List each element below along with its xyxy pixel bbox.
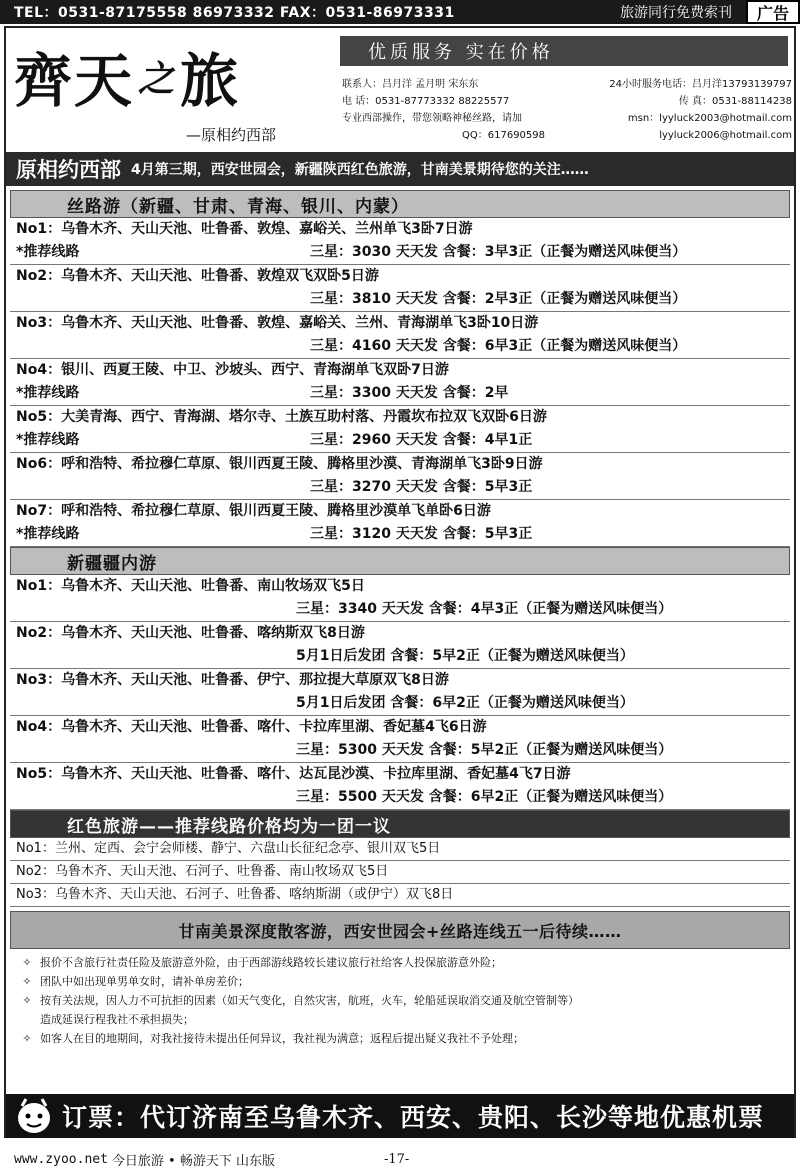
route-detail — [10, 692, 790, 715]
ad-label: 广告 — [746, 0, 800, 24]
xinjiang-heading: 新疆疆内游 — [10, 547, 790, 575]
route-item — [10, 359, 790, 406]
route-line: No4：银川、西夏王陵、中卫、沙坡头、西宁、青海湖单飞双卧7日游 — [16, 362, 449, 378]
route-detail — [10, 523, 790, 546]
route-note — [10, 598, 296, 621]
route-note — [10, 288, 310, 311]
route-price: 5月1日后发团 含餐：5早2正（正餐为赠送风味便当） — [296, 648, 634, 664]
contact-phone-fax: TEL：0531-87175558 86973332 FAX：0531-86973331 — [14, 5, 455, 21]
silk-road-list — [10, 218, 790, 547]
bullet-icon: ✧ — [22, 975, 32, 988]
contact-row — [342, 93, 792, 110]
mascot-icon — [6, 1094, 62, 1138]
route-price: 三星：4160 天天发 含餐：6早3正（正餐为赠送风味便当） — [310, 338, 687, 354]
route-item — [10, 218, 790, 265]
route-detail — [10, 645, 790, 668]
route-item — [10, 763, 790, 810]
route-price: 三星：2960 天天发 含餐：4早1正 — [310, 432, 533, 448]
bullet-icon: ✧ — [22, 994, 32, 1007]
route-detail — [10, 739, 790, 762]
route-detail — [10, 598, 790, 621]
xinjiang-list — [10, 575, 790, 810]
route-note: *推荐线路 — [16, 526, 80, 542]
page-frame — [4, 26, 796, 1138]
route-item — [10, 622, 790, 669]
index-text: 旅游同行免费索刊 — [620, 5, 732, 21]
route-item — [10, 500, 790, 547]
logo — [14, 36, 324, 116]
route-price: 三星：5300 天天发 含餐：5早2正（正餐为赠送风味便当） — [296, 742, 673, 758]
contact-cell: 传 真：0531-88114238 — [678, 96, 792, 107]
silk-road-heading: 丝路游（新疆、甘肃、青海、银川、内蒙） — [10, 190, 790, 218]
contact-info — [342, 76, 792, 144]
contact-cell: 联系人：吕月洋 孟月明 宋东东 — [342, 79, 479, 90]
contact-cell: 24小时服务电话：吕月洋13793139797 — [609, 79, 792, 90]
route-item — [10, 861, 790, 884]
bullet-icon: ✧ — [22, 1032, 32, 1045]
red-tour-heading: 红色旅游——推荐线路价格均为一团一议 — [10, 810, 790, 838]
gannan-banner: 甘南美景深度散客游，西安世园会+丝路连线五一后待续…… — [10, 911, 790, 949]
route-price: 三星：5500 天天发 含餐：6早2正（正餐为赠送风味便当） — [296, 789, 673, 805]
route-detail — [10, 476, 790, 499]
route-detail — [10, 429, 790, 452]
route-item — [10, 716, 790, 763]
route-item — [10, 884, 790, 907]
note-continuation: 造成延误行程我社不承担损失； — [40, 1013, 194, 1026]
notes — [10, 949, 790, 1048]
contact-cell: QQ：617690598 — [462, 130, 546, 141]
route-detail — [10, 786, 790, 809]
issue-banner — [6, 152, 794, 186]
route-price: 三星：3120 天天发 含餐：5早3正 — [310, 526, 533, 542]
route-item — [10, 669, 790, 716]
banner-text: 4月第三期，西安世园会，新疆陕西红色旅游，甘南美景期待您的关注…… — [131, 162, 589, 178]
route-note: *推荐线路 — [16, 432, 80, 448]
note-text: 团队中如出现单男单女时，请补单房差价； — [40, 975, 249, 988]
route-line: No1：兰州、定西、会宁会师楼、静宁、六盘山长征纪念亭、银川双飞5日 — [16, 841, 441, 856]
route-note — [10, 786, 296, 809]
route-item — [10, 406, 790, 453]
route-detail — [10, 288, 790, 311]
route-note — [10, 476, 310, 499]
route-line: No1：乌鲁木齐、天山天池、吐鲁番、南山牧场双飞5日 — [16, 578, 365, 594]
route-note: *推荐线路 — [16, 385, 80, 401]
contact-cell: 电 话：0531-87773332 88225577 — [342, 96, 510, 107]
footer-url[interactable]: www.zyoo.net — [14, 1151, 108, 1167]
route-price: 5月1日后发团 含餐：6早2正（正餐为赠送风味便当） — [296, 695, 634, 711]
logo-subtitle: —原相约西部 — [186, 126, 277, 144]
route-item — [10, 312, 790, 359]
route-line: No3：乌鲁木齐、天山天池、吐鲁番、敦煌、嘉峪关、兰州、青海湖单飞3卧10日游 — [16, 315, 539, 331]
logo-text-3: 旅 — [180, 47, 241, 115]
route-note — [10, 692, 296, 715]
logo-text-1: 齊天 — [14, 47, 135, 115]
route-note: *推荐线路 — [16, 244, 80, 260]
route-line: No2：乌鲁木齐、天山天池、吐鲁番、喀纳斯双飞8日游 — [16, 625, 365, 641]
route-line: No1：乌鲁木齐、天山天池、吐鲁番、敦煌、嘉峪关、兰州单飞3卧7日游 — [16, 221, 473, 237]
contact-cell: lyyluck2006@hotmail.com — [659, 130, 792, 141]
route-price: 三星：3810 天天发 含餐：2早3正（正餐为赠送风味便当） — [310, 291, 687, 307]
route-price: 三星：3340 天天发 含餐：4早3正（正餐为赠送风味便当） — [296, 601, 673, 617]
footer-slogan: 今日旅游 • 畅游天下 山东版 — [111, 1153, 275, 1169]
note-item — [14, 972, 786, 991]
route-line: No2：乌鲁木齐、天山天池、吐鲁番、敦煌双飞双卧5日游 — [16, 268, 379, 284]
red-tour-list — [10, 838, 790, 907]
route-note — [10, 335, 310, 358]
route-note — [10, 645, 296, 668]
note-text: 如客人在目的地期间，对我社接待未提出任何异议，我社视为满意；返程后提出疑义我社不予处理； — [40, 1032, 524, 1045]
contact-cell: msn：lyyluck2003@hotmail.com — [627, 113, 792, 124]
route-item — [10, 575, 790, 622]
footer — [0, 1146, 800, 1172]
route-line: No3：乌鲁木齐、天山天池、吐鲁番、伊宁、那拉提大草原双飞8日游 — [16, 672, 449, 688]
contact-row — [342, 127, 792, 144]
note-item — [14, 991, 786, 1010]
note-text: 按有关法规，因人力不可抗拒的因素（如天气变化，自然灾害，航班，火车，轮船延误取消交通及航空管制等） — [40, 994, 579, 1007]
main-content — [10, 190, 790, 1048]
ticket-text: 订票：代订济南至乌鲁木齐、西安、贵阳、长沙等地优惠机票 — [62, 1103, 765, 1132]
route-line: No6：呼和浩特、希拉穆仁草原、银川西夏王陵、腾格里沙漠、青海湖单飞3卧9日游 — [16, 456, 543, 472]
route-price: 三星：3300 天天发 含餐：2早 — [310, 385, 509, 401]
contact-cell: 专业西部操作，带您领略神秘丝路，请加 — [342, 113, 522, 124]
contact-row — [342, 76, 792, 93]
note-item — [14, 1029, 786, 1048]
route-price: 三星：3270 天天发 含餐：5早3正 — [310, 479, 533, 495]
logo-text-2: 之 — [138, 57, 177, 100]
route-detail — [10, 241, 790, 264]
route-item — [10, 453, 790, 500]
header — [6, 28, 794, 150]
banner-title: 原相约西部 — [16, 158, 121, 182]
page-number: -17- — [384, 1151, 410, 1167]
top-bar — [0, 0, 800, 24]
route-line: No7：呼和浩特、希拉穆仁草原、银川西夏王陵、腾格里沙漠单飞单卧6日游 — [16, 503, 491, 519]
note-text: 报价不含旅行社责任险及旅游意外险，由于西部游线路较长建议旅行社给客人投保旅游意外险； — [40, 956, 502, 969]
route-item — [10, 265, 790, 312]
ticket-banner — [6, 1094, 794, 1138]
route-line: No3：乌鲁木齐、天山天池、石河子、吐鲁番、喀纳斯湖（或伊宁）双飞8日 — [16, 887, 454, 902]
route-line: No4：乌鲁木齐、天山天池、吐鲁番、喀什、卡拉库里湖、香妃墓4飞6日游 — [16, 719, 487, 735]
note-item — [14, 953, 786, 972]
contact-row — [342, 110, 792, 127]
bullet-icon: ✧ — [22, 956, 32, 969]
route-detail — [10, 335, 790, 358]
route-line: No2：乌鲁木齐、天山天池、石河子、吐鲁番、南山牧场双飞5日 — [16, 864, 389, 879]
route-note — [10, 739, 296, 762]
route-line: No5：乌鲁木齐、天山天池、吐鲁番、喀什、达瓦昆沙漠、卡拉库里湖、香妃墓4飞7日游 — [16, 766, 571, 782]
service-slogan: 优质服务 实在价格 — [340, 36, 788, 66]
route-line: No5：大美青海、西宁、青海湖、塔尔寺、土族互助村落、丹霞坎布拉双飞双卧6日游 — [16, 409, 547, 425]
route-price: 三星：3030 天天发 含餐：3早3正（正餐为赠送风味便当） — [310, 244, 687, 260]
route-item — [10, 838, 790, 861]
route-detail — [10, 382, 790, 405]
